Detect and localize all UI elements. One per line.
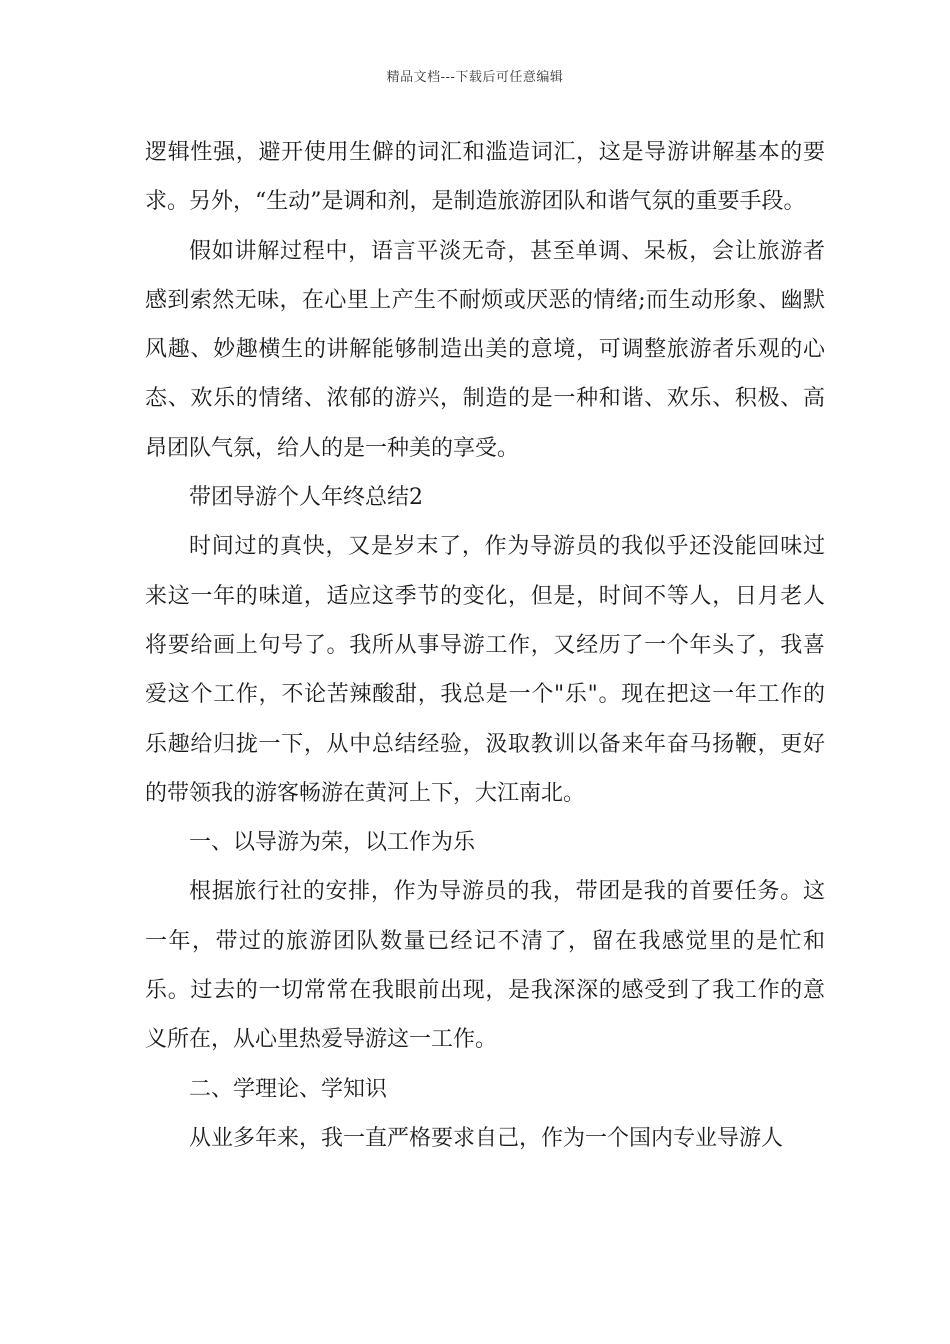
section-heading-summary-2: 带团导游个人年终总结2 xyxy=(189,485,423,511)
paragraph-4: 根据旅行社的安排，作为导游员的我，带团是我的首要任务。这一年，带过的旅游团队数量已经记不清了，留在我感觉里的是忙和乐。过去的一切常常在我眼前出现，是我深深的感受到了我工作的意义所在，从心里热爱导游这一工作。 xyxy=(145,879,825,1053)
paragraph-1: 逻辑性强，避开使用生僻的词汇和滥造词汇，这是导游讲解基本的要求。另外，“生动”是调和剂，是制造旅游团队和谐气氛的重要手段。 xyxy=(145,140,825,215)
document-body xyxy=(145,128,825,1163)
section-heading-1: 一、以导游为荣，以工作为乐 xyxy=(189,830,476,856)
paragraph-5: 从业多年来，我一直严格要求自己，作为一个国内专业导游人 xyxy=(189,1125,784,1151)
page-header: 精品文档---下载后可任意编辑 xyxy=(386,70,564,85)
paragraph-3: 时间过的真快，又是岁末了，作为导游员的我似乎还没能回味过来这一年的味道，适应这季节的变化，但是，时间不等人，日月老人将要给画上句号了。我所从事导游工作，又经历了一个年头了，我喜爱这个工作，不论苦辣酸甜，我总是一个"乐"。现在把这一年工作的乐趣给归拢一下，从中总结经验，汲取教训以备来年奋马扬鞭，更好的带领我的游客畅游在黄河上下，大江南北。 xyxy=(145,534,825,806)
paragraph-2: 假如讲解过程中，语言平淡无奇，甚至单调、呆板，会让旅游者感到索然无味，在心里上产生不耐烦或厌恶的情绪;而生动形象、幽默风趣、妙趣横生的讲解能够制造出美的意境，可调整旅游者乐观的心态、欢乐的情绪、浓郁的游兴，制造的是一种和谐、欢乐、积极、高昂团队气氛，给人的是一种美的享受。 xyxy=(145,238,825,461)
section-heading-2: 二、学理论、学知识 xyxy=(189,1076,388,1102)
